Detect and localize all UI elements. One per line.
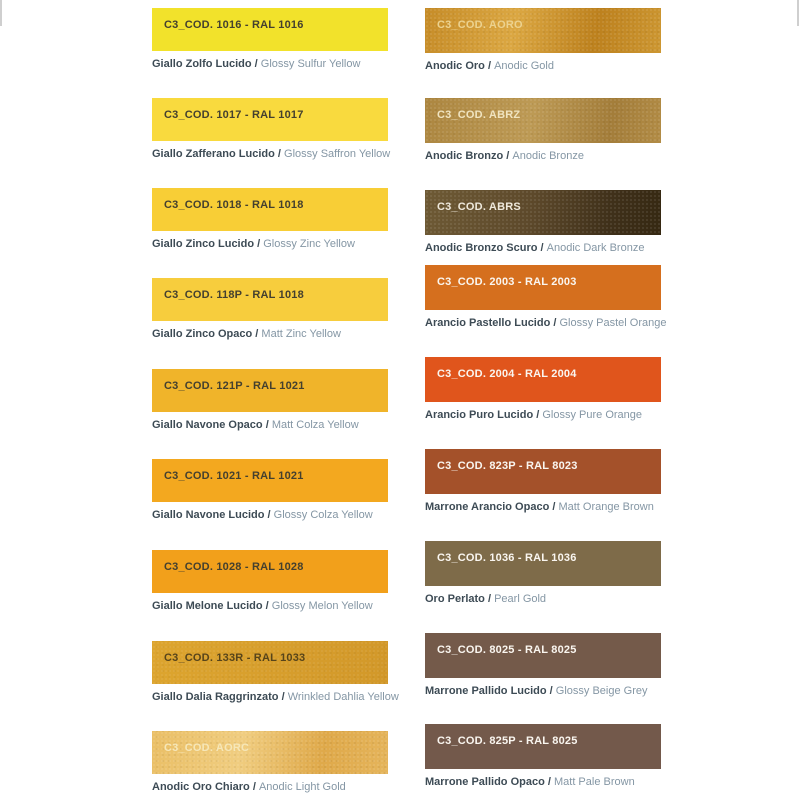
swatch-name-english: Anodic Light Gold [258, 781, 346, 793]
swatch-name-english: Matt Colza Yellow [271, 419, 359, 431]
swatch-name-italian: Giallo Melone Lucido [152, 600, 263, 612]
page-edge-mark-right [797, 0, 799, 26]
color-swatch [152, 369, 388, 412]
swatch-name-english: Glossy Zinc Yellow [263, 238, 355, 250]
caption-separator: / [533, 409, 543, 421]
swatch-caption [425, 500, 661, 514]
swatch-name-italian: Giallo Navone Lucido [152, 509, 265, 521]
swatch-code-label: C3_COD. 1036 - RAL 1036 [437, 552, 577, 564]
swatch-caption [425, 592, 661, 606]
swatch-caption [152, 690, 399, 704]
swatch-name-english: Glossy Pastel Orange [559, 317, 667, 329]
color-swatch [425, 449, 661, 494]
swatch-row-ral1017 [152, 98, 391, 161]
swatch-row-ral1021-matt [152, 369, 388, 432]
caption-separator: / [550, 317, 560, 329]
swatch-name-italian: Giallo Zinco Opaco [152, 328, 253, 340]
swatch-name-italian: Anodic Bronzo [425, 150, 504, 162]
caption-separator: / [503, 150, 513, 162]
page-edge-mark-left [0, 0, 2, 26]
color-swatch [425, 541, 661, 586]
swatch-name-english: Glossy Sulfur Yellow [260, 58, 361, 70]
swatch-name-italian: Anodic Oro [425, 60, 485, 72]
swatch-name-english: Glossy Colza Yellow [273, 509, 373, 521]
color-swatch [425, 190, 661, 235]
swatch-caption [152, 147, 391, 161]
swatch-row-ral1033 [152, 641, 399, 704]
swatch-caption [152, 780, 388, 794]
swatch-row-abrz [425, 98, 661, 163]
swatch-name-italian: Marrone Arancio Opaco [425, 501, 550, 513]
swatch-code-label: C3_COD. 1028 - RAL 1028 [164, 561, 304, 573]
swatch-row-ral1036 [425, 541, 661, 606]
swatch-name-italian: Oro Perlato [425, 593, 485, 605]
caption-separator: / [262, 600, 272, 612]
swatch-code-label: C3_COD. 825P - RAL 8025 [437, 735, 578, 747]
swatch-code-label: C3_COD. 1016 - RAL 1016 [164, 19, 304, 31]
swatch-code-label: C3_COD. AORC [164, 742, 250, 754]
swatch-name-english: Matt Pale Brown [553, 776, 635, 788]
color-swatch [152, 278, 388, 321]
swatch-caption [152, 508, 388, 522]
caption-separator: / [549, 501, 559, 513]
swatch-name-italian: Arancio Pastello Lucido [425, 317, 551, 329]
caption-separator: / [484, 60, 495, 72]
swatch-caption [425, 316, 667, 330]
swatch-code-label: C3_COD. 1018 - RAL 1018 [164, 199, 304, 211]
caption-separator: / [278, 691, 288, 703]
swatch-row-ral2003 [425, 265, 667, 330]
swatch-code-label: C3_COD. 1017 - RAL 1017 [164, 109, 304, 121]
swatch-caption [152, 327, 388, 341]
swatch-row-ral1028 [152, 550, 388, 613]
swatch-name-english: Wrinkled Dahlia Yellow [287, 691, 399, 703]
swatch-code-label: C3_COD. ABRZ [437, 109, 521, 121]
swatch-caption [425, 149, 661, 163]
color-swatch [152, 550, 388, 593]
swatch-caption [425, 59, 661, 73]
swatch-row-abrs [425, 190, 661, 255]
swatch-code-label: C3_COD. 2004 - RAL 2004 [437, 368, 577, 380]
swatch-name-italian: Arancio Puro Lucido [425, 409, 534, 421]
swatch-name-italian: Anodic Bronzo Scuro [425, 242, 538, 254]
caption-separator: / [484, 593, 495, 605]
color-swatch [425, 724, 661, 769]
color-swatch [425, 98, 661, 143]
swatch-row-ral1016 [152, 8, 388, 71]
color-swatch [152, 98, 388, 141]
swatch-row-ral8025-matt [425, 724, 661, 789]
swatch-row-aorc [152, 731, 388, 794]
swatch-row-ral1018-matt [152, 278, 388, 341]
swatch-name-italian: Giallo Dalia Raggrinzato [152, 691, 279, 703]
swatch-code-label: C3_COD. 823P - RAL 8023 [437, 460, 578, 472]
swatch-caption [152, 599, 388, 613]
swatch-row-ral8025-glossy [425, 633, 661, 698]
swatch-name-english: Glossy Saffron Yellow [284, 148, 391, 160]
swatch-code-label: C3_COD. 121P - RAL 1021 [164, 380, 305, 392]
swatch-caption [152, 57, 388, 71]
swatch-name-english: Glossy Pure Orange [542, 409, 643, 421]
caption-separator: / [544, 776, 554, 788]
swatch-row-ral1018-glossy [152, 188, 388, 251]
swatch-name-english: Pearl Gold [494, 593, 547, 605]
swatch-code-label: C3_COD. 2003 - RAL 2003 [437, 276, 577, 288]
swatch-name-italian: Marrone Pallido Lucido [425, 685, 547, 697]
color-swatch [152, 641, 388, 684]
caption-separator: / [274, 148, 285, 160]
caption-separator: / [537, 242, 547, 254]
swatch-name-english: Anodic Gold [494, 60, 554, 72]
swatch-row-ral8023 [425, 449, 661, 514]
color-swatch [152, 188, 388, 231]
swatch-caption [425, 684, 661, 698]
color-swatch [425, 265, 661, 310]
caption-separator: / [546, 685, 556, 697]
swatch-caption [152, 418, 388, 432]
swatch-name-italian: Marrone Pallido Opaco [425, 776, 545, 788]
swatch-code-label: C3_COD. 1021 - RAL 1021 [164, 470, 304, 482]
swatch-code-label: C3_COD. ABRS [437, 201, 521, 213]
caption-separator: / [262, 419, 272, 431]
caption-separator: / [264, 509, 274, 521]
swatch-name-italian: Giallo Zolfo Lucido [152, 58, 252, 70]
swatch-name-italian: Giallo Navone Opaco [152, 419, 263, 431]
caption-separator: / [252, 328, 262, 340]
swatch-name-english: Anodic Bronze [512, 150, 584, 162]
color-swatch [425, 357, 661, 402]
swatch-caption [425, 775, 661, 789]
swatch-row-aoro [425, 8, 661, 73]
swatch-name-italian: Giallo Zafferano Lucido [152, 148, 275, 160]
swatch-name-italian: Anodic Oro Chiaro [152, 781, 250, 793]
caption-separator: / [251, 58, 261, 70]
swatch-caption [425, 408, 661, 422]
caption-separator: / [254, 238, 264, 250]
swatch-code-label: C3_COD. 133R - RAL 1033 [164, 652, 306, 664]
color-swatch [152, 459, 388, 502]
swatch-name-english: Anodic Dark Bronze [546, 242, 645, 254]
swatch-name-english: Matt Orange Brown [558, 501, 654, 513]
swatch-code-label: C3_COD. 118P - RAL 1018 [164, 289, 304, 301]
caption-separator: / [249, 781, 259, 793]
swatch-row-ral2004 [425, 357, 661, 422]
swatch-name-english: Glossy Beige Grey [555, 685, 648, 697]
color-swatch [425, 8, 661, 53]
swatch-row-ral1021-glossy [152, 459, 388, 522]
color-swatch [152, 731, 388, 774]
swatch-code-label: C3_COD. 8025 - RAL 8025 [437, 644, 577, 656]
swatch-caption [425, 241, 661, 255]
swatch-name-english: Matt Zinc Yellow [261, 328, 341, 340]
swatch-name-english: Glossy Melon Yellow [271, 600, 373, 612]
swatch-caption [152, 237, 388, 251]
color-swatch [425, 633, 661, 678]
color-swatch [152, 8, 388, 51]
swatch-code-label: C3_COD. AORO [437, 19, 523, 31]
swatch-name-italian: Giallo Zinco Lucido [152, 238, 255, 250]
